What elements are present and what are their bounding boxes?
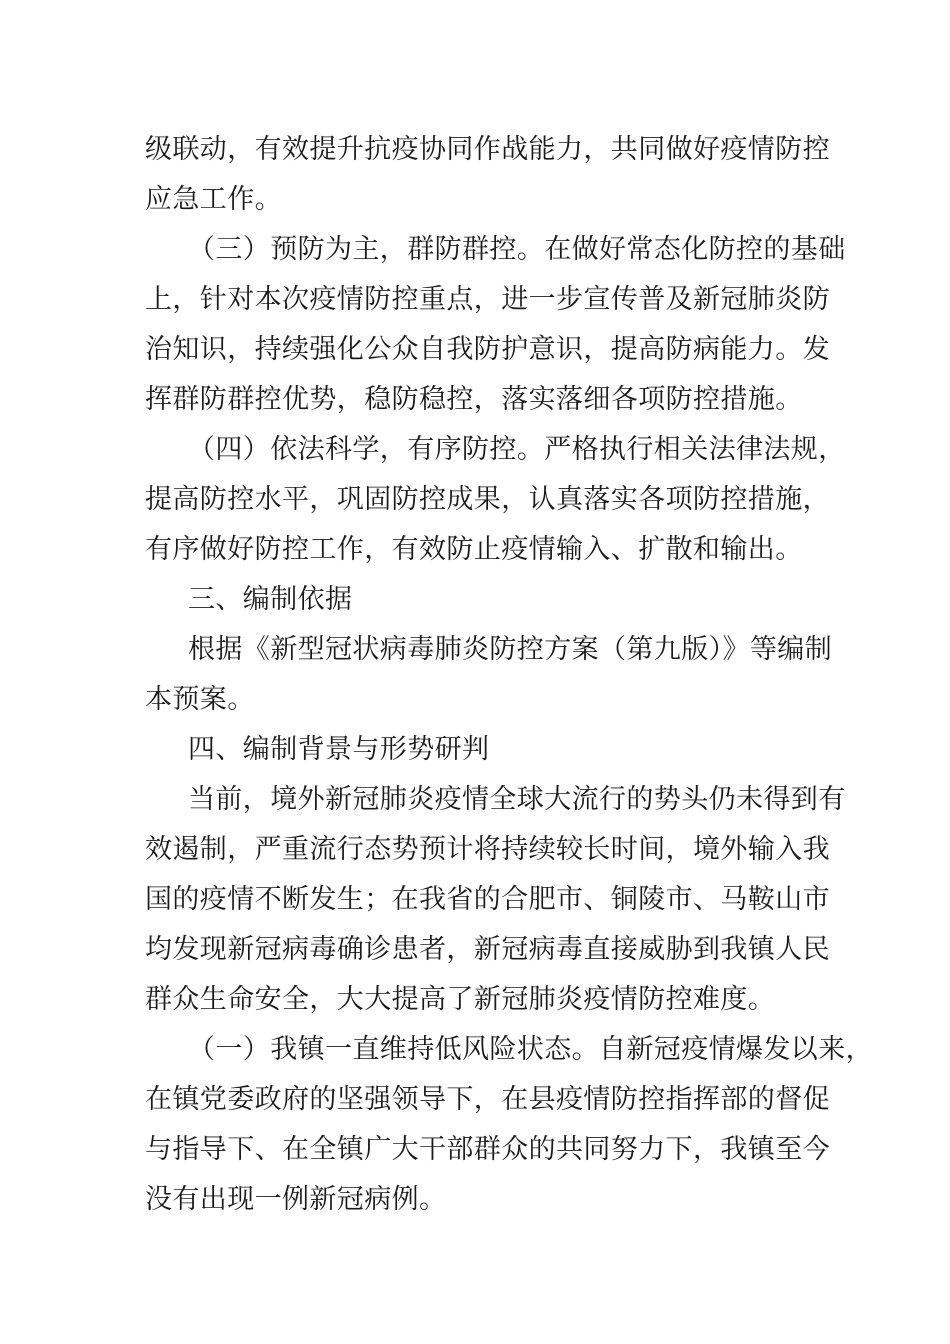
text-line: 与指导下、在全镇广大干部群众的共同努力下，我镇至今 <box>145 1134 830 1165</box>
text-line: 应急工作。 <box>145 184 282 215</box>
text-line: 有序做好防控工作，有效防止疫情输入、扩散和输出。 <box>145 534 803 565</box>
text-line: 群众生命安全，大大提高了新冠肺炎疫情防控难度。 <box>145 984 776 1015</box>
text-line: 级联动，有效提升抗疫协同作战能力，共同做好疫情防控 <box>145 134 830 165</box>
text-line: 国的疫情不断发生；在我省的合肥市、铜陵市、马鞍山市 <box>145 884 830 915</box>
text-line: （三）预防为主，群防群控。在做好常态化防控的基础 <box>188 234 846 265</box>
text-line: 在镇党委政府的坚强领导下，在县疫情防控指挥部的督促 <box>145 1084 830 1115</box>
text-line: 挥群防群控优势，稳防稳控，落实落细各项防控措施。 <box>145 384 803 415</box>
text-line: 根据《新型冠状病毒肺炎防控方案（第九版）》等编制 <box>188 634 833 665</box>
text-line: 本预案。 <box>145 684 255 715</box>
section-heading: 四、编制背景与形势研判 <box>188 734 490 765</box>
text-line: 治知识，持续强化公众自我防护意识，提高防病能力。发 <box>145 334 830 365</box>
text-line: （一）我镇一直维持低风险状态。自新冠疫情爆发以来， <box>188 1034 873 1065</box>
text-line: 没有出现一例新冠病例。 <box>145 1184 447 1215</box>
text-line: 提高防控水平，巩固防控成果，认真落实各项防控措施， <box>145 484 830 515</box>
text-line: 上，针对本次疫情防控重点，进一步宣传普及新冠肺炎防 <box>145 284 830 315</box>
text-line: 当前，境外新冠肺炎疫情全球大流行的势头仍未得到有 <box>188 784 846 815</box>
text-line: 均发现新冠病毒确诊患者，新冠病毒直接威胁到我镇人民 <box>145 934 830 965</box>
text-line: 效遏制，严重流行态势预计将持续较长时间，境外输入我 <box>145 834 830 865</box>
text-line: （四）依法科学，有序防控。严格执行相关法律法规， <box>188 434 846 465</box>
section-heading: 三、编制依据 <box>188 584 353 615</box>
